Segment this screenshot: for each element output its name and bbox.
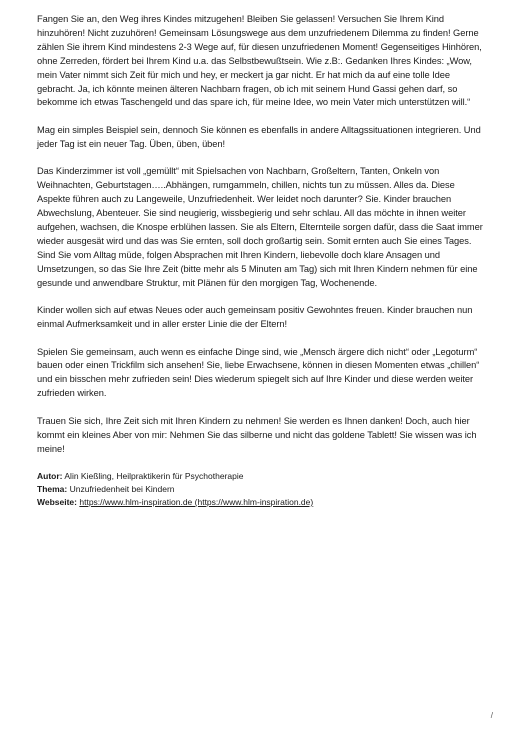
- topic-value: Unzufriedenheit bei Kindern: [67, 484, 175, 495]
- website-line: [37, 496, 483, 509]
- author-line: [37, 470, 483, 483]
- paragraph-3: Das Kinderzimmer ist voll „gemüllt“ mit Spielsachen von Nachbarn, Großeltern, Tanten, Onkeln von Weihnachten, Geburtstagen…..Abhängen, rumgammeln, chillen, nichts tun zu müssen. Alles da. Diese Aspekte führen auch zu Langeweile, Unzufriedenheit. Wer leidet noch darunter? Sie. Kinder brauchen Abwechslung, Abenteuer. Sie sind neugierig, wissbegierig und sehr schlau. All das möchte in ihnen weiter aufgehen, wachsen, die Knospe erblühen lassen. Sie als Eltern, Elternteile sorgen dafür, dass die Saat immer wieder ausgesät wird und das was Sie ernten, soll doch großartig sein. Somit ernten auch Sie eines Tages. Sind Sie vom Alltag müde, folgen Absprachen mit Ihren Kindern, liebevolle doch klare Ansagen und Umsetzungen, so das Sie Ihre Zeit (bitte mehr als 5 Minuten am Tag) sich mit Ihren Kindern nehmen für eine gesunde und anwendbare Struktur, mit Plänen für den morgigen Tag, Wochenende.: [37, 166, 483, 288]
- topic-line: [37, 483, 483, 496]
- website-label: Webseite:: [37, 497, 77, 508]
- paragraph-4: Kinder wollen sich auf etwas Neues oder auch gemeinsam positiv Gewohntes freuen. Kinder brauchen nun einmal Aufmerksamkeit und in aller erster Linie die der Eltern!: [37, 305, 473, 329]
- topic-label: Thema:: [37, 484, 68, 495]
- paragraph-5: Spielen Sie gemeinsam, auch wenn es einfache Dinge sind, wie „Mensch ärgere dich nicht“ oder „Legoturm“ bauen oder einen Trickfilm sich ansehen! Sie, liebe Erwachsene, können in diesen Momenten etwas „chillen“ und ein bisschen mehr zufrieden sein! Dies wiederum spiegelt sich auf Ihre Kinder und diese werden weiter zufrieden wirken.: [37, 346, 480, 399]
- page-number: /: [490, 711, 493, 720]
- article-meta: [37, 470, 483, 509]
- author-label: Autor:: [37, 471, 63, 482]
- website-link[interactable]: https://www.hlm-inspiration.de (https://www.hlm-inspiration.de): [79, 497, 314, 508]
- author-value: Alin Kießling, Heilpraktikerin für Psychotherapie: [62, 471, 244, 482]
- document-body: [37, 13, 483, 509]
- paragraph-1: Fangen Sie an, den Weg ihres Kindes mitzugehen! Bleiben Sie gelassen! Versuchen Sie Ihrem Kind hinzuhören! Nicht zuzuhören! Gemeinsam Lösungswege aus dem unzufriedenem Dilemma zu finden! Gerne zählen Sie ihrem Kind mindestens 2-3 Wege auf, für diesen unzufriedenen Moment! Gegenseitiges Hinhören, ohne Zerreden, fördert bei Ihrem Kind u.a. das Selbstbewußtsein. Wie z.B:. Gedanken Ihres Kindes: „Wow, mein Vater nimmt sich Zeit für mich und hey, er meckert ja gar nicht. Er hat mich da auf eine tolle Idee gebracht. Ja, ich könnte meinen älteren Nachbarn fragen, ob ich mit seinem Hund Gassi gehen darf, so bekomme ich etwas Taschengeld und das spare ich, für meine Idee, wo mein Vater mich unterstützen will.“: [37, 14, 482, 108]
- paragraph-6: Trauen Sie sich, Ihre Zeit sich mit Ihren Kindern zu nehmen! Sie werden es Ihnen danken! Doch, auch hier kommt ein kleines Aber von mir: Nehmen Sie das silberne und nicht das goldene Tablett! Sie wissen was ich meine!: [37, 415, 477, 454]
- paragraph-2: Mag ein simples Beispiel sein, dennoch Sie können es ebenfalls in andere Alltagssituationen integrieren. Und jeder Tag ist ein neuer Tag. Üben, üben, üben!: [37, 124, 481, 149]
